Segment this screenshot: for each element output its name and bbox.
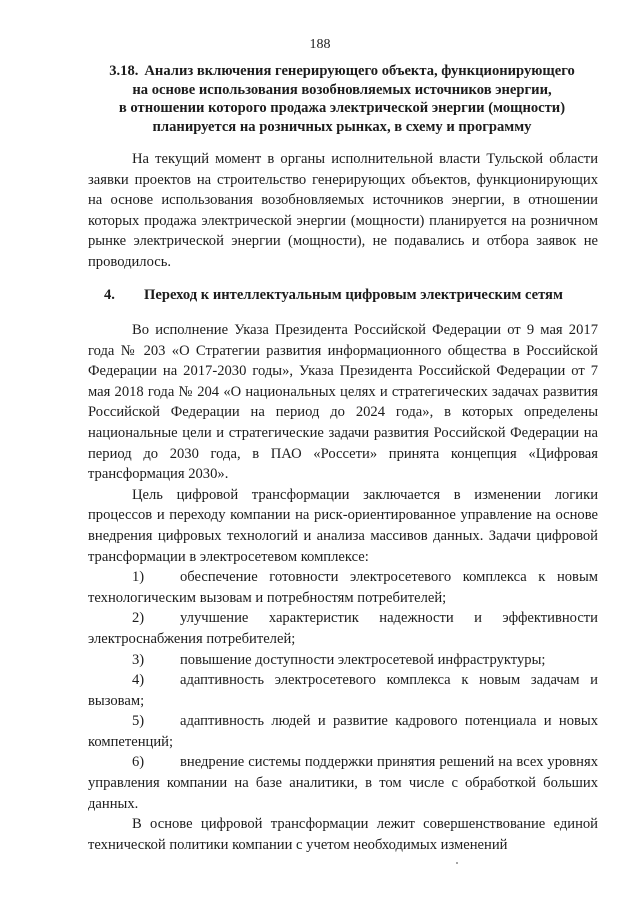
list-marker: 2)	[132, 610, 145, 627]
list-item: 5) адаптивность людей и развитие кадрового потенциала и новых компетенций;	[88, 713, 598, 750]
section-4-number: 4.	[104, 287, 115, 303]
section-3-18-body	[88, 149, 598, 273]
section-4-paragraph-3: В основе цифровой трансформации лежит совершенствование единой технической политики компании с учетом необходимых изменений	[88, 816, 598, 853]
section-3-18-title-line: 3.18. Анализ включения генерирующего объекта, функционирующего	[109, 63, 575, 79]
section-3-18-number: 3.18.	[109, 63, 139, 79]
list-marker: 3)	[132, 651, 145, 668]
page-number: 188	[309, 37, 331, 52]
list-item: 3) повышение доступности электросетевой инфраструктуры;	[88, 650, 598, 671]
list-item: 1) обеспечение готовности электросетевого комплекса к новым технологическим вызовам и потребностям потребителей;	[88, 569, 598, 606]
section-4-body	[88, 320, 598, 855]
section-4-paragraph-2: Цель цифровой трансформации заключается в изменении логики процессов и переходу компании на риск-ориентированное управление на основе внедрения цифровых технологий и анализа массивов данных. Задачи цифровой трансформации в электросетевом комплексе:	[88, 486, 598, 565]
list-marker: 5)	[132, 713, 145, 730]
list-marker: 4)	[132, 672, 145, 689]
section-3-18-title-line: на основе использования возобновляемых источников энергии,	[132, 81, 552, 98]
section-3-18-title-line: планируется на розничных рынках, в схему и программу	[152, 118, 532, 135]
list-item: 4) адаптивность электросетевого комплекса к новым задачам и вызовам;	[88, 672, 598, 709]
section-3-18-heading	[92, 62, 592, 136]
list-item: 2) улучшение характеристик надежности и эффективности электроснабжения потребителей;	[88, 610, 598, 647]
list-item: 6) внедрение системы поддержки принятия решений на всех уровнях управления компании на базе аналитики, в том числе с обработкой больших данных.	[88, 754, 598, 812]
scan-speck	[456, 862, 458, 864]
list-marker: 6)	[132, 754, 145, 771]
section-3-18-paragraph: На текущий момент в органы исполнительной власти Тульской области заявки проектов на строительство генерирующих объектов, функционирующих на основе использования возобновляемых источников энергии, в отношении которых продажа электрической энергии (мощности) планируется на розничном рынке электрической энергии (мощности), не подавались и отбора заявок не проводилось.	[88, 151, 598, 270]
section-3-18-title-line: в отношении которого продажа электрической энергии (мощности)	[118, 100, 566, 117]
section-4-heading	[104, 286, 604, 305]
section-4-title: Переход к интеллектуальным цифровым электрическим сетям	[144, 287, 563, 303]
list-marker: 1)	[132, 569, 145, 586]
section-4-paragraph-1: Во исполнение Указа Президента Российской Федерации от 9 мая 2017 года № 203 «О Стратегии развития информационного общества в Российской Федерации на 2017-2030 годы», Указа Президента Российской Федерации от 7 мая 2018 года № 204 «О национальных целях и стратегических задачах развития Российской Федерации на период до 2024 года», в которых определены национальные цели и стратегические задачи развития Российской Федерации на период до 2030 года, в ПАО «Россети» принята концепция «Цифровая трансформация 2030».	[88, 322, 598, 483]
